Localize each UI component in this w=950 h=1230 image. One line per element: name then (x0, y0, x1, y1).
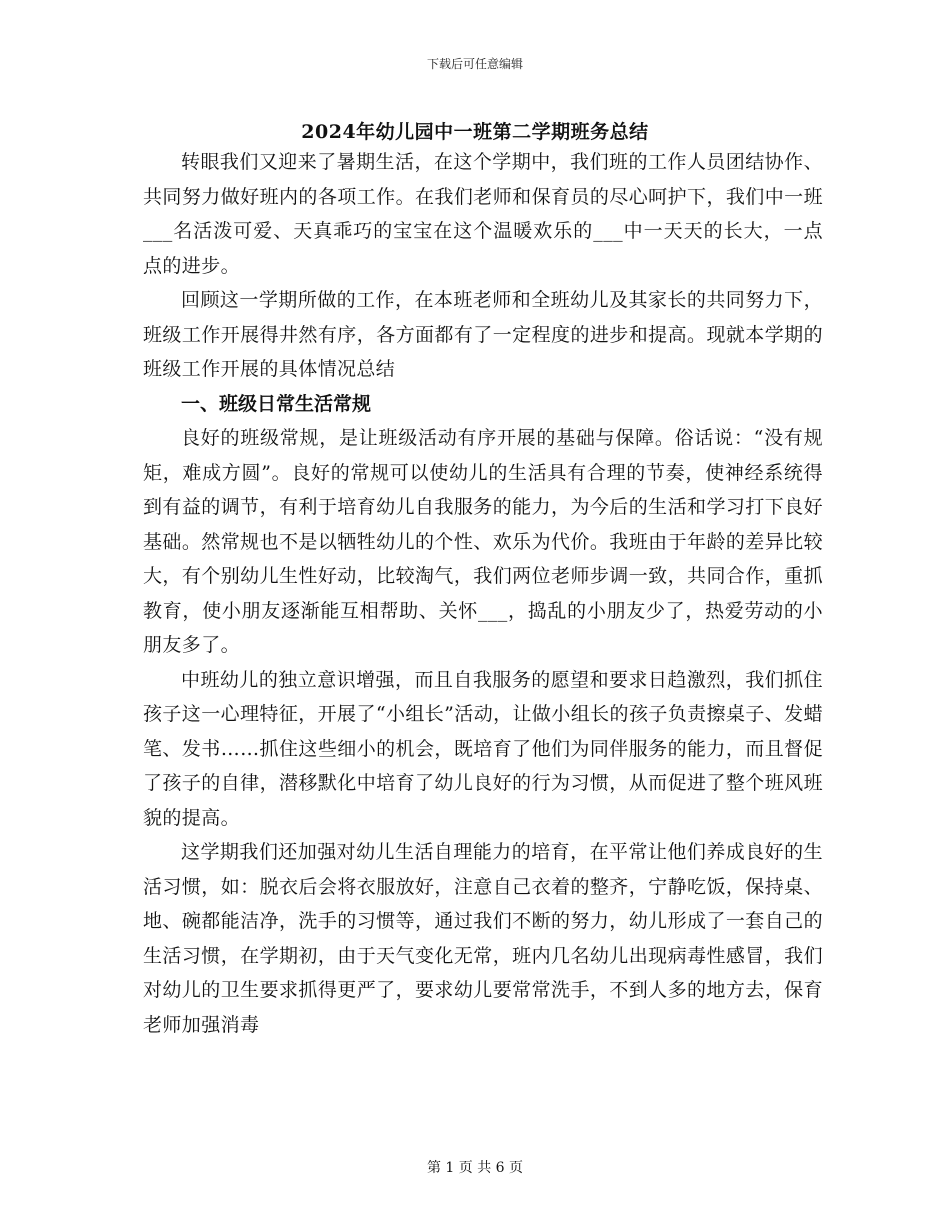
paragraph-self-care: 这学期我们还加强对幼儿生活自理能力的培育，在平常让他们养成良好的生活习惯，如：脱衣后会将衣服放好，注意自己衣着的整齐，宁静吃饭，保持桌、地、碗都能洁净，洗手的习惯等，通过我们不断的努力，幼儿形成了一套自己的生活习惯，在学期初，由于天气变化无常，班内几名幼儿出现病毒性感冒，我们对幼儿的卫生要求抓得更严了，要求幼儿要常常洗手，不到人多的地方去，保育老师加强消毒 (143, 841, 823, 1036)
paragraph-review: 回顾这一学期所做的工作，在本班老师和全班幼儿及其家长的共同努力下，班级工作开展得井然有序，各方面都有了一定程度的进步和提高。现就本学期的班级工作开展的具体情况总结 (143, 289, 823, 380)
paragraph-routine: 良好的班级常规，是让班级活动有序开展的基础与保障。俗话说：“没有规矩，难成方圆”。良好的常规可以使幼儿的生活具有合理的节奏，使神经系统得到有益的调节，有利于培育幼儿自我服务的能力，为今后的生活和学习打下良好基础。然常规也不是以牺牲幼儿的个性、欢乐为代价。我班由于年龄的差异比较大，有个别幼儿生性好动，比较淘气，我们两位老师步调一致，共同合作，重抓教育，使小朋友逐渐能互相帮助、关怀___，捣乱的小朋友少了，热爱劳动的小朋友多了。 (143, 427, 823, 656)
page-footer: 第 1 页 共 6 页 (426, 1160, 524, 1176)
section-heading-daily-routine: 一、班级日常生活常规 (181, 392, 372, 415)
document-title: 2024年幼儿园中一班第二学期班务总结 (301, 121, 649, 143)
paragraph-group-leader: 中班幼儿的独立意识增强，而且自我服务的愿望和要求日趋激烈，我们抓住孩子这一心理特征，开展了“小组长”活动，让做小组长的孩子负责擦桌子、发蜡笔、发书……抓住这些细小的机会，既培育了他们为同伴服务的能力，而且督促了孩子的自律，潜移默化中培育了幼儿良好的行为习惯，从而促进了整个班风班貌的提高。 (143, 668, 823, 829)
header-note: 下载后可任意编辑 (426, 57, 523, 71)
document-body (143, 145, 823, 1042)
paragraph-intro: 转眼我们又迎来了暑期生活，在这个学期中，我们班的工作人员团结协作、共同努力做好班内的各项工作。在我们老师和保育员的尽心呵护下，我们中一班___名活泼可爱、天真乖巧的宝宝在这个温暖欢乐的___中一天天的长大，一点点的进步。 (143, 151, 823, 277)
